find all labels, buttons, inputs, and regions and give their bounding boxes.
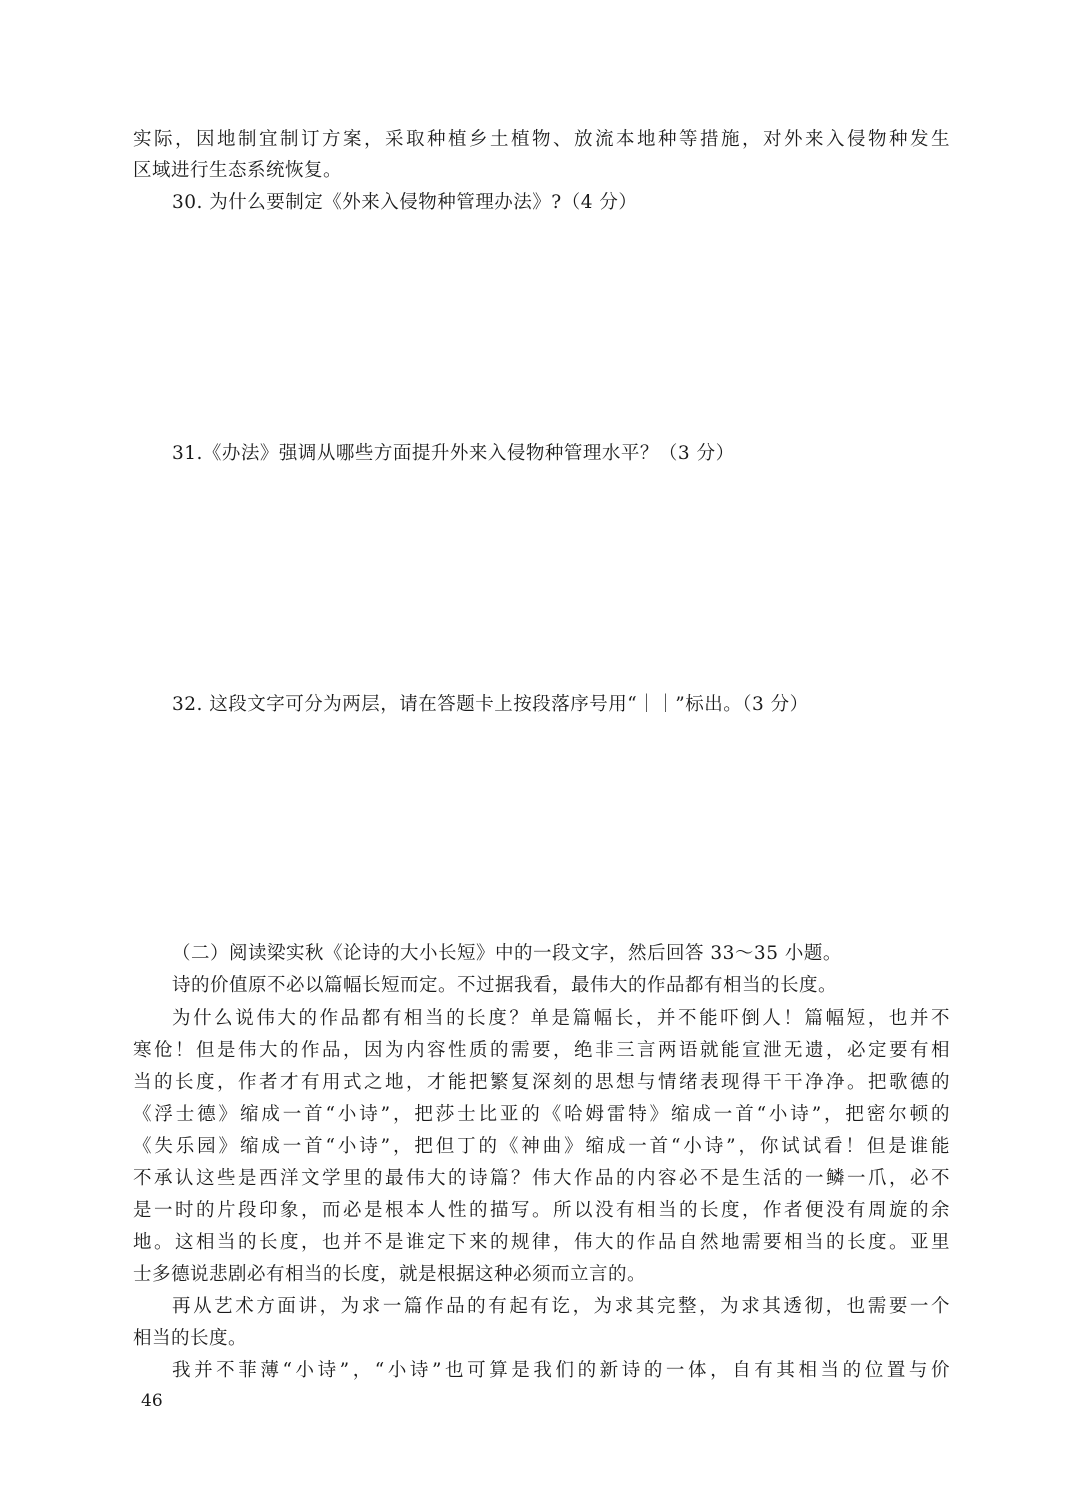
section-2-heading: （二）阅读梁实秋《论诗的大小长短》中的一段文字，然后回答 33～35 小题。: [172, 943, 842, 964]
paragraph-3-line-2: 相当的长度。: [133, 1328, 248, 1349]
paragraph-2-line-2: 寒伧！但是伟大的作品，因为内容性质的需要，绝非三言两语就能宣泄无遗，必定要有相: [133, 1040, 950, 1061]
paragraph-2-line-4: 《浮士德》缩成一首“小诗”，把莎士比亚的《哈姆雷特》缩成一首“小诗”，把密尔顿的: [133, 1104, 950, 1125]
paragraph-4-line-1: 我并不菲薄“小诗”，“小诗”也可算是我们的新诗的一体，自有其相当的位置与价: [172, 1360, 950, 1381]
paragraph-1: 诗的价值原不必以篇幅长短而定。不过据我看，最伟大的作品都有相当的长度。: [172, 975, 838, 996]
paragraph-2-line-7: 是一时的片段印象，而必是根本人性的描写。所以没有相当的长度，作者便没有周旋的余: [133, 1200, 950, 1221]
continuation-line-2: 区域进行生态系统恢复。: [133, 160, 343, 181]
paragraph-2-line-1: 为什么说伟大的作品都有相当的长度？单是篇幅长，并不能吓倒人！篇幅短，也并不: [172, 1008, 950, 1029]
paragraph-2-line-6: 不承认这些是西洋文学里的最伟大的诗篇？伟大作品的内容必不是生活的一鳞一爪，必不: [133, 1168, 950, 1189]
continuation-line-1: 实际，因地制宜制订方案，采取种植乡土植物、放流本地种等措施，对外来入侵物种发生: [133, 129, 950, 150]
page-number: 46: [141, 1391, 163, 1411]
question-30: 30. 为什么要制定《外来入侵物种管理办法》?（4 分）: [172, 192, 638, 213]
paragraph-2-line-3: 当的长度，作者才有用式之地，才能把繁复深刻的思想与情绪表现得干干净净。把歌德的: [133, 1072, 950, 1093]
question-31: 31.《办法》强调从哪些方面提升外来入侵物种管理水平？（3 分）: [172, 443, 735, 464]
paragraph-2-line-5: 《失乐园》缩成一首“小诗”，把但丁的《神曲》缩成一首“小诗”，你试试看！但是谁能: [133, 1136, 950, 1157]
question-32: 32. 这段文字可分为两层，请在答题卡上按段落序号用“｜｜”标出。（3 分）: [172, 694, 809, 715]
paragraph-2-line-8: 地。这相当的长度，也并不是谁定下来的规律，伟大的作品自然地需要相当的长度。亚里: [133, 1232, 950, 1253]
paragraph-2-line-9: 士多德说悲剧必有相当的长度，就是根据这种必须而立言的。: [133, 1264, 647, 1285]
paragraph-3-line-1: 再从艺术方面讲，为求一篇作品的有起有讫，为求其完整，为求其透彻，也需要一个: [172, 1296, 950, 1317]
